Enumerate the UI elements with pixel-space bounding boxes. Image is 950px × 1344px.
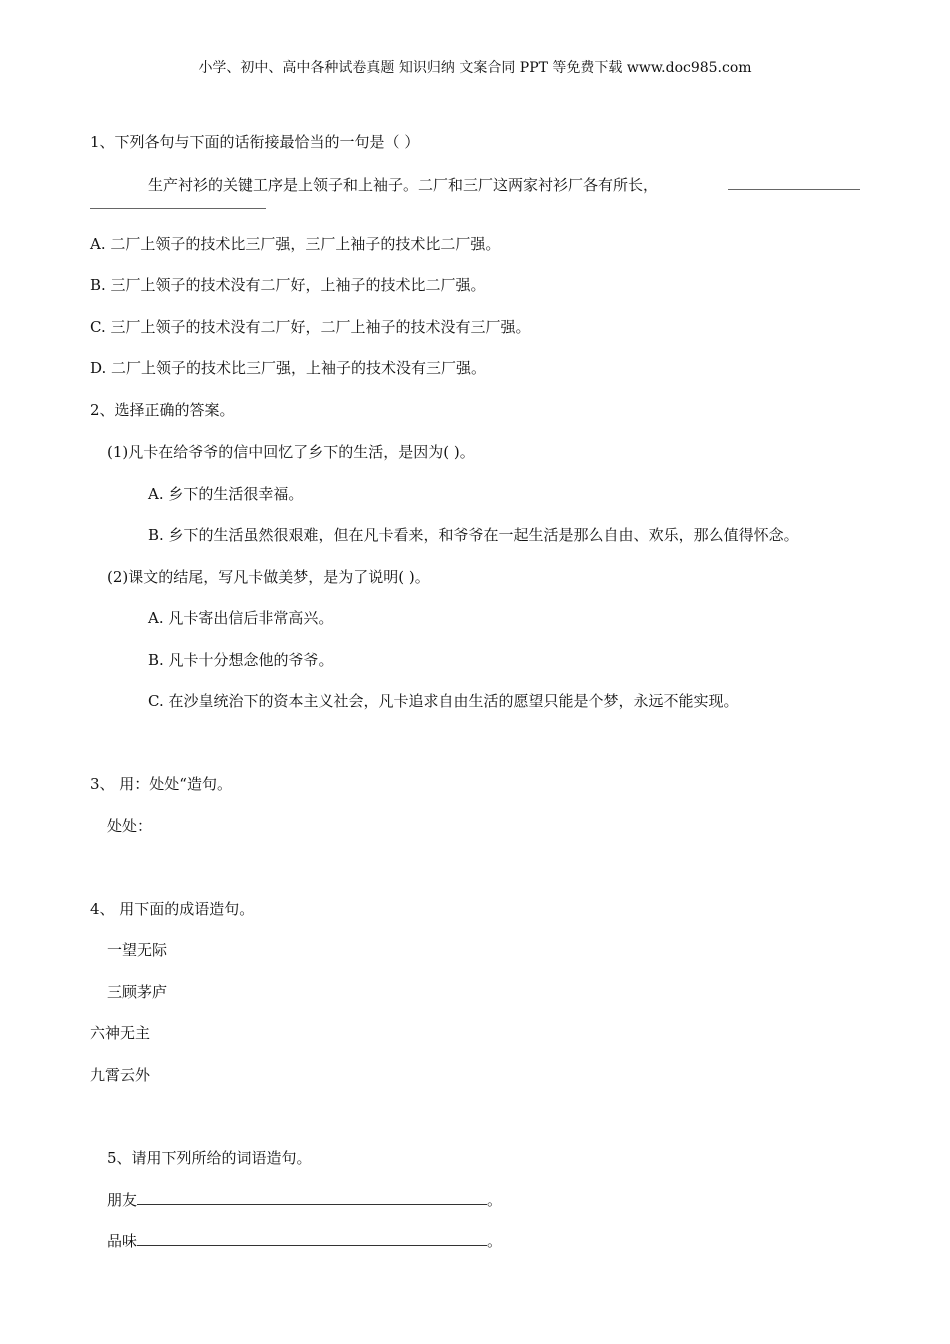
q5-stem: 5、请用下列所给的词语造句。	[107, 1149, 312, 1167]
q5-end-mark-2: 。	[487, 1232, 503, 1250]
q1-option-d: D. 二厂上领子的技术比三厂强，上袖子的技术没有三厂强。	[90, 359, 487, 377]
q4-idiom-3: 六神无主	[90, 1024, 151, 1042]
q3-word: 处处：	[107, 817, 153, 835]
q4-stem: 4、 用下面的成语造句。	[90, 900, 255, 918]
q2-sub2-prompt: (2)课文的结尾，写凡卡做美梦，是为了说明( )。	[107, 568, 430, 586]
q2-sub2-option-a: A. 凡卡寄出信后非常高兴。	[148, 609, 334, 627]
q2-stem: 2、选择正确的答案。	[90, 401, 235, 419]
q1-answer-blank-line-1	[728, 189, 860, 190]
q1-option-c: C. 三厂上领子的技术没有二厂好，二厂上袖子的技术没有三厂强。	[90, 318, 531, 336]
q2-sub2-option-b: B. 凡卡十分想念他的爷爷。	[148, 651, 334, 669]
q2-sub1-prompt: (1)凡卡在给爷爷的信中回忆了乡下的生活，是因为( )。	[107, 443, 475, 461]
q2-sub2-option-c: C. 在沙皇统治下的资本主义社会，凡卡追求自由生活的愿望只能是个梦，永远不能实现。	[148, 692, 739, 710]
page-header: 小学、初中、高中各种试卷真题 知识归纳 文案合同 PPT 等免费下载 www.doc985.com	[198, 60, 752, 76]
q1-option-a: A. 二厂上领子的技术比三厂强，三厂上袖子的技术比二厂强。	[90, 235, 501, 253]
q5-answer-blank-1	[137, 1190, 487, 1205]
q1-passage: 生产衬衫的关键工序是上领子和上袖子。二厂和三厂这两家衬衫厂各有所长，	[148, 176, 659, 194]
q4-idiom-2: 三顾茅庐	[107, 983, 168, 1001]
q5-word-1: 朋友	[107, 1191, 138, 1209]
q2-sub1-option-b: B. 乡下的生活虽然很艰难，但在凡卡看来，和爷爷在一起生活是那么自由、欢乐，那么值得怀念。	[148, 526, 799, 544]
q1-answer-blank-line-2	[90, 208, 266, 209]
q4-idiom-4: 九霄云外	[90, 1066, 151, 1084]
q1-stem: 1、下列各句与下面的话衔接最恰当的一句是（ ）	[90, 133, 420, 151]
q5-answer-blank-2	[137, 1231, 487, 1246]
q2-sub1-option-a: A. 乡下的生活很幸福。	[148, 485, 304, 503]
q5-end-mark-1: 。	[487, 1191, 503, 1209]
q5-word-2: 品味	[107, 1232, 138, 1250]
q5-word-2-row	[107, 1231, 502, 1251]
q4-idiom-1: 一望无际	[107, 941, 168, 959]
q3-stem: 3、 用：处处“造句。	[90, 775, 232, 793]
q1-option-b: B. 三厂上领子的技术没有二厂好，上袖子的技术比二厂强。	[90, 276, 486, 294]
q5-word-1-row	[107, 1190, 502, 1210]
